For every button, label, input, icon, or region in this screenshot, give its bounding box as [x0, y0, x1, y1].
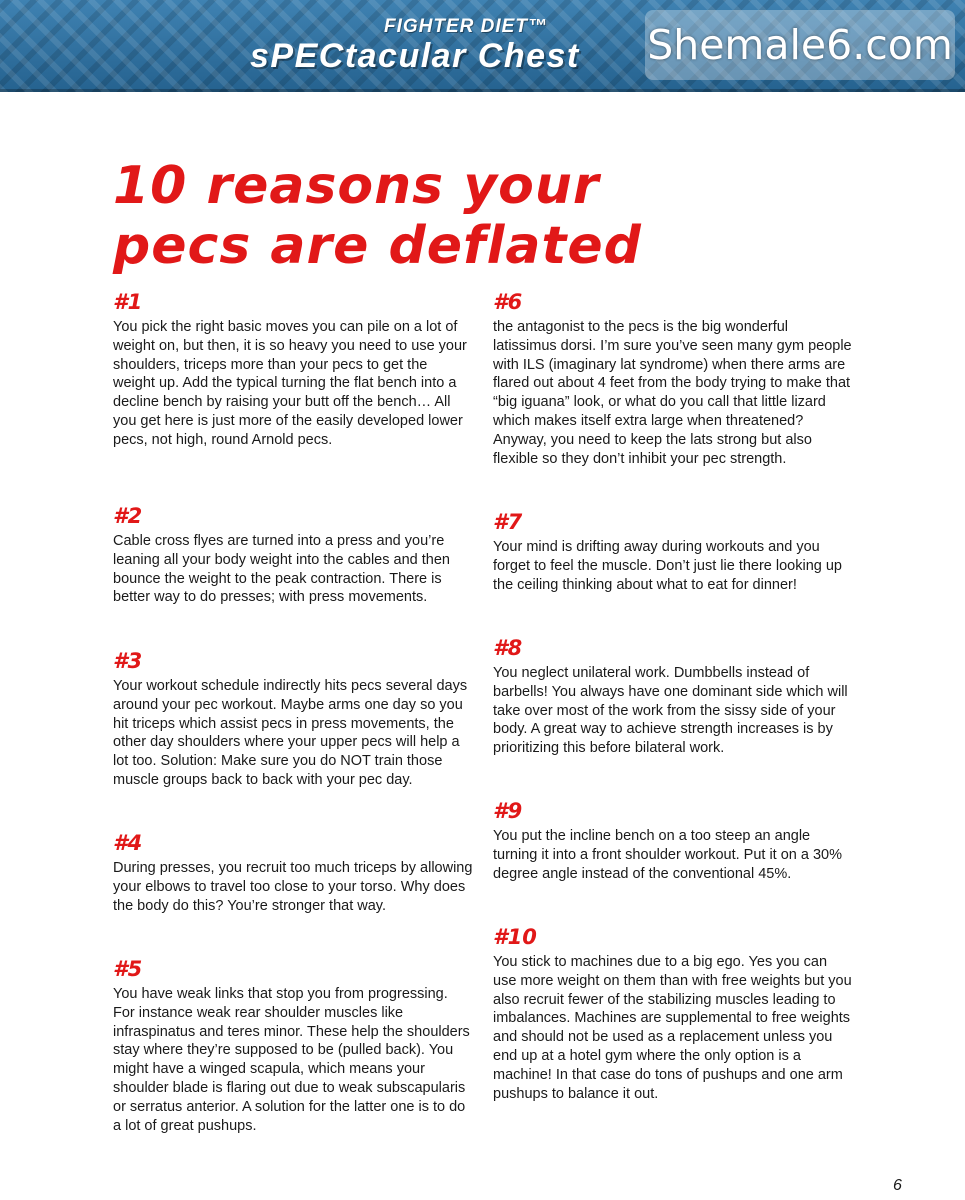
reason-text: You neglect unilateral work. Dumbbells instead of barbells! You always have one dominant side which will take over most of the work from the sissy side of your body. A great way to achieve strength increases is by prioritizing this before bilateral work. [493, 665, 848, 757]
reason-number: #9 [493, 799, 523, 823]
reason-item [113, 829, 473, 955]
reason-number: #2 [113, 504, 143, 528]
reason-number: #10 [493, 925, 537, 949]
reason-item [113, 288, 473, 502]
page-title-line-1: 10 reasons your [113, 156, 600, 216]
reason-text: During presses, you recruit too much triceps by allowing your elbows to travel too close to your torso. Why does the body do this? You’re stronger that way. [113, 860, 473, 914]
reason-item [493, 634, 853, 797]
watermark [645, 10, 955, 80]
reason-text: Your mind is drifting away during workouts and you forget to feel the muscle. Don’t just lie there looking up the ceiling thinking about what to eat for dinner! [493, 539, 842, 593]
watermark-text: Shemale6.com [647, 21, 953, 69]
reason-number: #1 [113, 290, 143, 314]
reason-number: #7 [493, 510, 523, 534]
reason-text: You stick to machines due to a big ego. Yes you can use more weight on them than with free weights but you also recruit fewer of the stabilizing muscles leading to imbalances. Machines are supplemental to free weights and should not be used as a replacement unless you end up at a hotel gym where the only option is a machine! In that case do tons of pushups and one arm pushups to balance it out. [493, 954, 852, 1102]
reason-text: Cable cross flyes are turned into a press and you’re leaning all your body weight into the cables and then bounce the weight to the peak contraction. There is better way to do presses; with press movements. [113, 533, 450, 606]
reason-number: #5 [113, 957, 143, 981]
reason-item [493, 508, 853, 634]
reason-text: Your workout schedule indirectly hits pecs several days around your pec workout. Maybe arms one day so you hit triceps which assist pecs in press movements, the other day shoulders where your upper pecs will help a lot too. Solution: Make sure you do NOT train those muscle groups back to back with your pec day. [113, 678, 468, 788]
left-column [113, 288, 473, 1135]
right-column [493, 288, 853, 1103]
reason-item [493, 288, 853, 508]
reason-number: #4 [113, 831, 143, 855]
page-title-line-2: pecs are deflated [113, 216, 642, 276]
reason-item [493, 923, 853, 1103]
reason-number: #3 [113, 649, 143, 673]
reason-text: You put the incline bench on a too steep an angle turning it into a front shoulder workout. Put it on a 30% degree angle instead of the conventional 45%. [493, 828, 843, 882]
page-title [113, 156, 733, 276]
banner-title: sPECtacular Chest [250, 37, 580, 75]
reason-number: #6 [493, 290, 523, 314]
page-number: 6 [893, 1177, 902, 1194]
reason-item [493, 797, 853, 923]
reason-item [113, 647, 473, 829]
banner-kicker: FIGHTER DIET™ [384, 16, 548, 37]
reason-item [113, 955, 473, 1135]
reason-text: You have weak links that stop you from progressing. For instance weak rear shoulder muscles like infraspinatus and teres minor. These help the shoulders stay where they’re supposed to be (pulled back). You might have a winged scapula, which means your shoulder blade is flaring out due to weak subscapularis or serratus anterior. A solution for the latter one is to do a lot of great pushups. [113, 986, 470, 1134]
reason-item [113, 502, 473, 647]
header-banner [0, 0, 965, 92]
reason-number: #8 [493, 636, 523, 660]
reason-text: the antagonist to the pecs is the big wonderful latissimus dorsi. I’m sure you’ve seen many gym people with ILS (imaginary lat syndrome) when there arms are flared out about 4 feet from the body trying to make that “big iguana” look, or what do you call that little lizard which makes itself extra large when threatened? Anyway, you need to keep the lats strong but also flexible so they don’t inhibit your pec strength. [493, 319, 852, 467]
reason-text: You pick the right basic moves you can pile on a lot of weight on, but then, it is so heavy you need to use your shoulders, triceps more than your pecs to get the weight up. Add the typical turning the flat bench into a decline bench by raising your butt off the bench… All you get here is just more of the easily developed lower pecs, not high, round Arnold pecs. [113, 319, 467, 448]
